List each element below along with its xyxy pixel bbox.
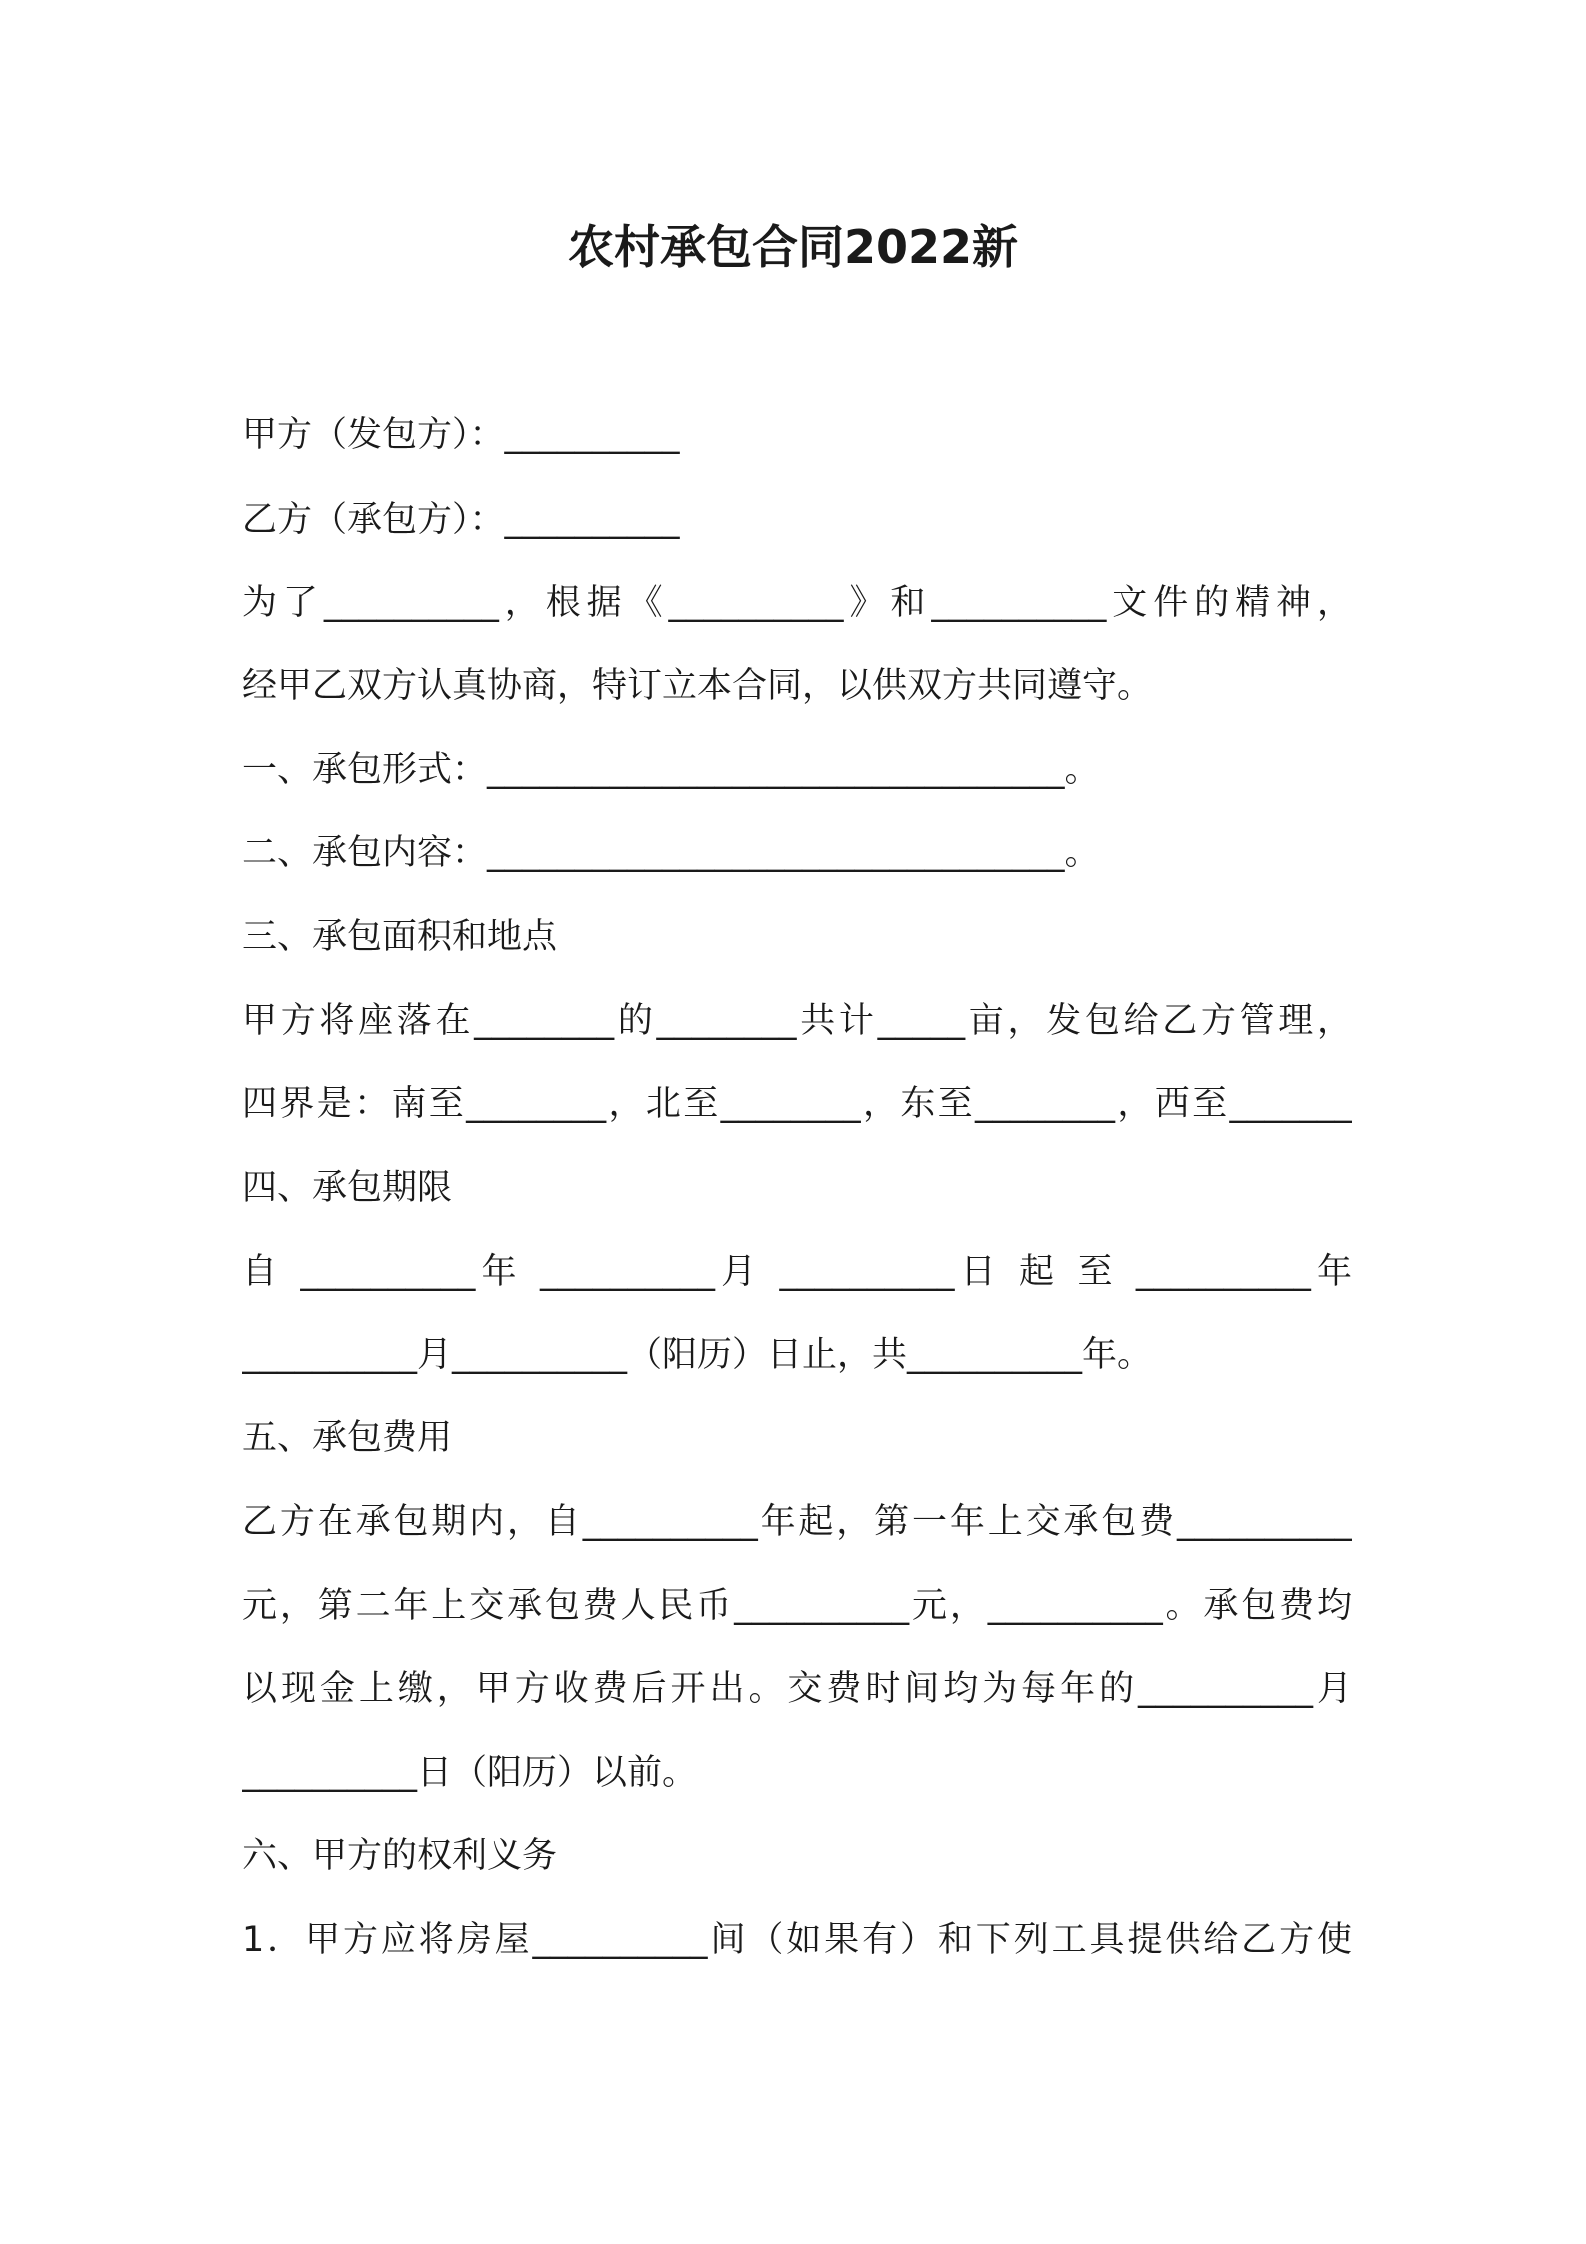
section-3-text-line-1: 甲方将座落在________的________共计_____亩，发包给乙方管理， — [242, 1001, 1352, 1041]
section-3-text-line-2: 四界是：南至________，北至________，东至________，西至_______ — [242, 1084, 1352, 1124]
section-4-text-line-1: 自 __________年 __________月 __________日 起 至 __________年 — [242, 1252, 1352, 1292]
section-5-text-line-3: 以现金上缴，甲方收费后开出。交费时间均为每年的__________月 — [242, 1669, 1352, 1709]
preamble-line-1: 为了__________，根据《__________》和__________文件的精神， — [242, 583, 1352, 623]
section-5-text-line-1: 乙方在承包期内，自__________年起，第一年上交承包费__________ — [242, 1502, 1352, 1542]
section-3-heading: 三、承包面积和地点 — [242, 917, 558, 957]
section-4-text-line-2: __________月__________（阳历）日止，共__________年。 — [242, 1335, 1153, 1375]
section-6-heading: 六、甲方的权利义务 — [242, 1836, 558, 1876]
document-title: 农村承包合同2022新 — [567, 220, 1019, 274]
section-1-contract-form: 一、承包形式：_________________________________。 — [242, 750, 1100, 790]
section-5-heading: 五、承包费用 — [242, 1418, 453, 1458]
party-a-line: 甲方（发包方）：__________ — [242, 415, 680, 455]
section-6-item-1: 1．甲方应将房屋__________间（如果有）和下列工具提供给乙方使 — [242, 1920, 1352, 1960]
section-5-text-line-4: __________日（阳历）以前。 — [242, 1753, 698, 1793]
preamble-line-2: 经甲乙双方认真协商，特订立本合同，以供双方共同遵守。 — [242, 666, 1153, 706]
party-b-line: 乙方（承包方）：__________ — [242, 500, 680, 540]
section-5-text-line-2: 元，第二年上交承包费人民币__________元，__________。承包费均 — [242, 1586, 1352, 1626]
section-2-contract-content: 二、承包内容：_________________________________。 — [242, 833, 1100, 873]
section-4-heading: 四、承包期限 — [242, 1168, 453, 1208]
